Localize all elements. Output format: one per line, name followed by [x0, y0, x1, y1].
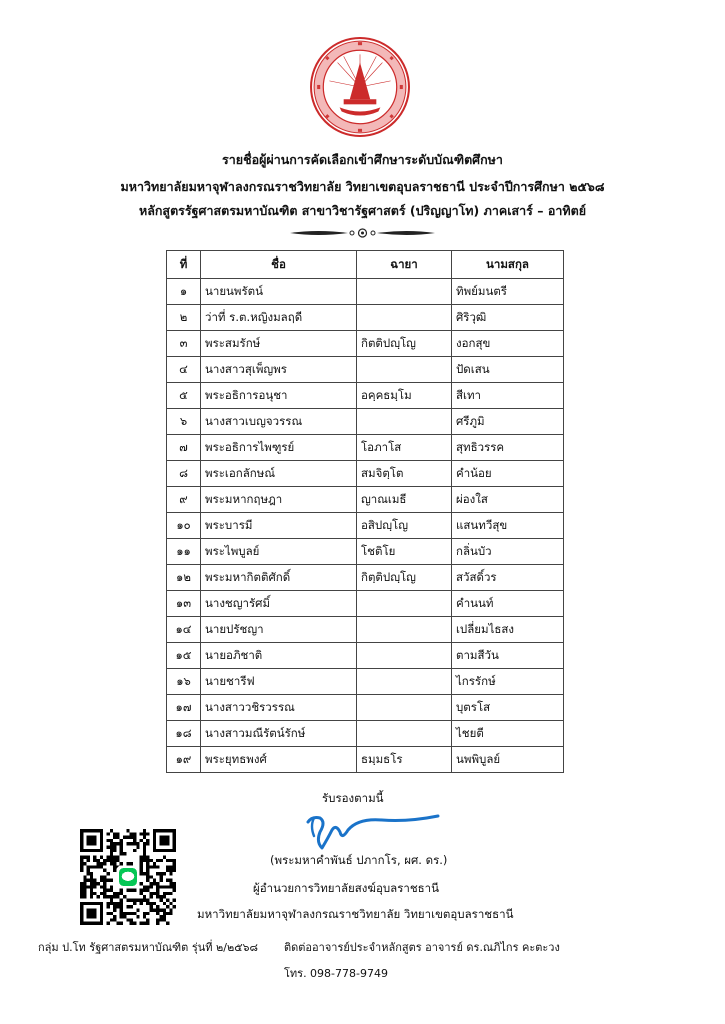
cell-surname: คำนนท์: [452, 591, 564, 617]
cell-first-name: พระบารมี: [201, 513, 357, 539]
cell-first-name: นายอภิชาติ: [201, 643, 357, 669]
table-row: [167, 617, 564, 643]
column-header-name: ชื่อ: [201, 251, 357, 279]
cell-surname: ศรีภูมิ: [452, 409, 564, 435]
cell-row-number: ๔: [167, 357, 201, 383]
cell-row-number: ๒: [167, 305, 201, 331]
cell-surname: สุทธิวรรค: [452, 435, 564, 461]
cell-row-number: ๕: [167, 383, 201, 409]
cell-row-number: ๑๑: [167, 539, 201, 565]
cell-first-name: นางสาวมณีรัตน์รักษ์: [201, 721, 357, 747]
cell-first-name: นางสาววชิรวรรณ: [201, 695, 357, 721]
cell-monastic-title: อสิปญฺโญ: [357, 513, 452, 539]
table-row: [167, 565, 564, 591]
cell-first-name: พระมหากฤษฎา: [201, 487, 357, 513]
cell-row-number: ๑๗: [167, 695, 201, 721]
signatory-name: (พระมหาคำพันธ์ ปภากโร, ผศ. ดร.): [270, 853, 448, 867]
cell-surname: งอกสุข: [452, 331, 564, 357]
cell-surname: ปัดเสน: [452, 357, 564, 383]
cell-monastic-title: [357, 305, 452, 331]
cell-surname: สีเทา: [452, 383, 564, 409]
table-row: [167, 487, 564, 513]
cell-monastic-title: สมจิตฺโต: [357, 461, 452, 487]
certified-label: รับรองตามนี้: [322, 791, 384, 805]
student-list-table: [166, 250, 564, 773]
group-label: กลุ่ม ป.โท รัฐศาสตรมหาบัณฑิต รุ่นที่ ๒/๒๕๖๘: [38, 941, 258, 954]
table-row: [167, 591, 564, 617]
cell-first-name: พระอธิการอนุชา: [201, 383, 357, 409]
document-title: รายชื่อผู้ผ่านการคัดเลือกเข้าศึกษาระดับบัณฑิตศึกษา: [222, 152, 503, 167]
cell-first-name: พระมหากิตติศักดิ์: [201, 565, 357, 591]
cell-first-name: ว่าที่ ร.ต.หญิงมลฤดี: [201, 305, 357, 331]
table-row: [167, 409, 564, 435]
table-row: [167, 539, 564, 565]
cell-first-name: นายปรัชญา: [201, 617, 357, 643]
cell-surname: นพพิบูลย์: [452, 747, 564, 773]
cell-row-number: ๑๖: [167, 669, 201, 695]
cell-surname: ไกรรักษ์: [452, 669, 564, 695]
cell-monastic-title: กิตติปญฺโญ: [357, 331, 452, 357]
signatory-position: ผู้อำนวยการวิทยาลัยสงฆ์อุบลราชธานี: [253, 881, 439, 895]
cell-row-number: ๓: [167, 331, 201, 357]
cell-row-number: ๙: [167, 487, 201, 513]
table-row: [167, 721, 564, 747]
table-row: [167, 435, 564, 461]
cell-monastic-title: [357, 695, 452, 721]
table-row: [167, 747, 564, 773]
cell-first-name: พระสมรักษ์: [201, 331, 357, 357]
phone-number: โทร. 098-778-9749: [284, 967, 388, 980]
qr-code[interactable]: [80, 829, 176, 925]
cell-first-name: นายนพรัตน์: [201, 279, 357, 305]
cell-first-name: พระไพบูลย์: [201, 539, 357, 565]
table-row: [167, 461, 564, 487]
cell-row-number: ๘: [167, 461, 201, 487]
cell-surname: ตามสีวัน: [452, 643, 564, 669]
cell-first-name: นายชารีฟ: [201, 669, 357, 695]
table-row: [167, 695, 564, 721]
handwritten-signature: [298, 808, 442, 852]
cell-row-number: ๖: [167, 409, 201, 435]
cell-first-name: นางสาวสุเพ็ญพร: [201, 357, 357, 383]
cell-monastic-title: [357, 357, 452, 383]
cell-surname: สวัสดิ์วร: [452, 565, 564, 591]
cell-surname: บุตรโส: [452, 695, 564, 721]
cell-first-name: พระอธิการไพฑูรย์: [201, 435, 357, 461]
cell-monastic-title: ธมฺมธโร: [357, 747, 452, 773]
cell-first-name: นางชญารัศมิ์: [201, 591, 357, 617]
cell-monastic-title: โชติโย: [357, 539, 452, 565]
column-header-monastic-title: ฉายา: [357, 251, 452, 279]
table-body: [167, 279, 564, 773]
cell-row-number: ๑๘: [167, 721, 201, 747]
cell-surname: ผ่องใส: [452, 487, 564, 513]
cell-surname: เปลี่ยมไธสง: [452, 617, 564, 643]
university-seal-logo: [309, 36, 411, 138]
cell-monastic-title: [357, 721, 452, 747]
cell-first-name: พระยุทธพงศ์: [201, 747, 357, 773]
divider-ornament: [288, 226, 437, 240]
cell-row-number: ๑: [167, 279, 201, 305]
cell-surname: คำน้อย: [452, 461, 564, 487]
signatory-institution: มหาวิทยาลัยมหาจุฬาลงกรณราชวิทยาลัย วิทยาเขตอุบลราชธานี: [197, 907, 514, 921]
cell-monastic-title: กิตฺติปญฺโญ: [357, 565, 452, 591]
table-row: [167, 383, 564, 409]
contact-text: ติดต่ออาจารย์ประจำหลักสูตร อาจารย์ ดร.ณภิไกร คะตะวง: [284, 941, 560, 954]
table-row: [167, 279, 564, 305]
table-row: [167, 669, 564, 695]
cell-row-number: ๑๐: [167, 513, 201, 539]
cell-monastic-title: [357, 409, 452, 435]
cell-row-number: ๑๕: [167, 643, 201, 669]
table-row: [167, 331, 564, 357]
table-row: [167, 357, 564, 383]
cell-row-number: ๑๓: [167, 591, 201, 617]
university-line: มหาวิทยาลัยมหาจุฬาลงกรณราชวิทยาลัย วิทยาเขตอุบลราชธานี ประจำปีการศึกษา ๒๕๖๘: [120, 179, 605, 194]
cell-monastic-title: โอภาโส: [357, 435, 452, 461]
cell-monastic-title: [357, 591, 452, 617]
cell-first-name: พระเอกลักษณ์: [201, 461, 357, 487]
cell-monastic-title: ญาณเมธี: [357, 487, 452, 513]
table-row: [167, 643, 564, 669]
table-row: [167, 305, 564, 331]
table-header-row: [167, 251, 564, 279]
cell-monastic-title: [357, 669, 452, 695]
program-line: หลักสูตรรัฐศาสตรมหาบัณฑิต สาขาวิชารัฐศาสตร์ (ปริญญาโท) ภาคเสาร์ – อาทิตย์: [138, 203, 587, 218]
cell-surname: ศิริวุฒิ: [452, 305, 564, 331]
cell-row-number: ๑๙: [167, 747, 201, 773]
cell-surname: ทิพย์มนตรี: [452, 279, 564, 305]
column-header-surname: นามสกุล: [452, 251, 564, 279]
cell-row-number: ๗: [167, 435, 201, 461]
cell-first-name: นางสาวเบญจวรรณ: [201, 409, 357, 435]
cell-monastic-title: [357, 279, 452, 305]
cell-monastic-title: [357, 617, 452, 643]
cell-monastic-title: อคฺคธมฺโม: [357, 383, 452, 409]
cell-surname: ไชยตี: [452, 721, 564, 747]
table-row: [167, 513, 564, 539]
cell-surname: แสนทวีสุข: [452, 513, 564, 539]
cell-row-number: ๑๔: [167, 617, 201, 643]
cell-row-number: ๑๒: [167, 565, 201, 591]
cell-surname: กลิ่นบัว: [452, 539, 564, 565]
column-header-number: ที่: [167, 251, 201, 279]
cell-monastic-title: [357, 643, 452, 669]
